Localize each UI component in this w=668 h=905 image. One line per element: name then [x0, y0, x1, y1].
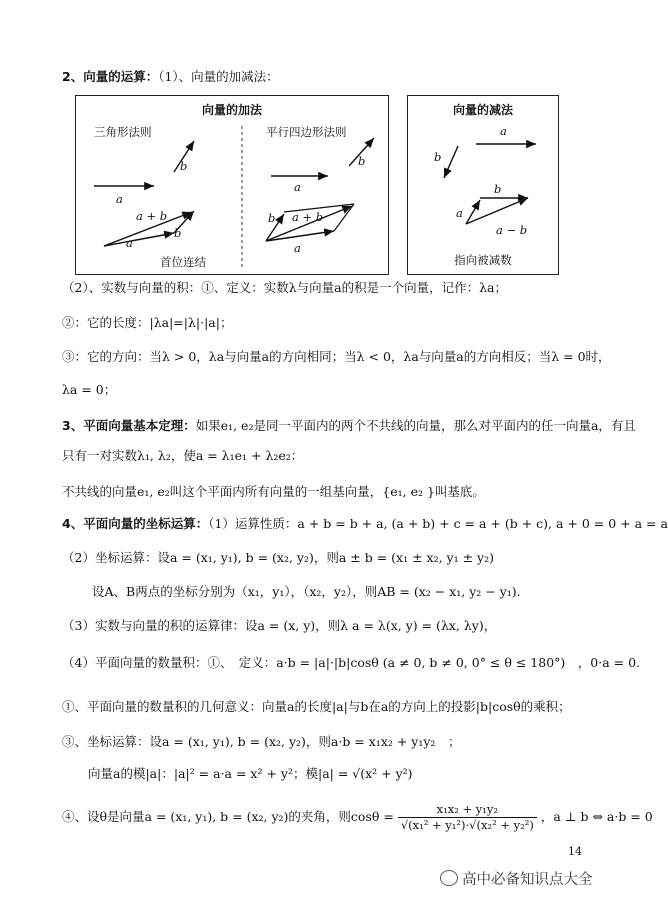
addition-title: 向量的加法	[201, 103, 262, 117]
section3-title: 3、平面向量基本定理：	[62, 418, 196, 433]
dot-product-geometry: ①、平面向量的数量积的几何意义：向量a的长度|a|与b在a的方向上的投影|b|cosθ的乘积；	[62, 699, 571, 714]
coord-ops-line1	[62, 515, 668, 533]
label-b-2: b	[174, 226, 182, 240]
addition-caption: 首位连结	[160, 255, 206, 269]
vector-modulus: 向量a的模|a|：|a|² = a·a = x² + y²；模|a| = √(x² + y²)	[88, 766, 413, 781]
angle-formula	[62, 800, 653, 834]
basis-theorem-line3: 不共线的向量e₁, e₂叫这个平面内所有向量的一组基向量，{e₁, e₂ }叫基底。	[62, 484, 485, 499]
section2-title: 2、向量的运算：	[62, 69, 159, 84]
page-number: 14	[568, 845, 582, 858]
scalar-mult-length: ②：它的长度：|λa|=|λ|·|a|；	[62, 315, 233, 330]
coord-ops-scalar: （3）实数与向量的积的运算律：设a = (x, y)，则λ a = λ(x, y) = (λx, λy)，	[62, 618, 497, 633]
vector-addition-box	[75, 95, 389, 275]
label-b-3: b	[358, 154, 366, 168]
sub-label-diff: a − b	[496, 223, 528, 237]
vector-subtraction-diagram	[408, 96, 558, 274]
subtraction-title: 向量的减法	[452, 103, 513, 117]
coord-ops-coordinate: （2）坐标运算：设a = (x₁, y₁), b = (x₂, y₂)，则a ± b = (x₁ ± x₂, y₁ ± y₂)	[62, 550, 494, 565]
sub-label-b-1: b	[434, 150, 442, 164]
footer-text: 高中必备知识点大全	[462, 872, 593, 888]
angle-formula-pre: ④、设θ是向量a = (x₁, y₁), b = (x₂, y₂)的夹角，则cosθ =	[62, 809, 394, 824]
scalar-mult-zero: λa = 0；	[62, 382, 117, 397]
parallelogram-rule-label: 平行四边形法则	[266, 125, 347, 139]
sub-label-a-2: a	[456, 206, 463, 220]
vector-subtraction-box	[407, 95, 559, 275]
scalar-mult-direction: ③：它的方向：当λ > 0，λa与向量a的方向相同；当λ < 0，λa与向量a的方向相反；当λ = 0时，	[62, 349, 611, 364]
sub-label-a-1: a	[500, 124, 507, 138]
section4-title: 4、平面向量的坐标运算：	[62, 516, 209, 531]
coord-ops-properties: （1）运算性质：a + b = b + a, (a + b) + c = a + (b + c), a + 0 = 0 + a = a	[208, 516, 668, 531]
basis-theorem-line2: 只有一对实数λ₁, λ₂，使a = λ₁e₁ + λ₂e₂：	[62, 448, 304, 463]
cos-numerator: x₁x₂ + y₁y₂	[398, 802, 537, 818]
cos-denominator: √(x₁² + y₁²)·√(x₂² + y₂²)	[400, 818, 534, 832]
label-sum-2: a + b	[292, 210, 324, 224]
label-a-2: a	[126, 236, 133, 250]
sub-side-a	[466, 198, 528, 224]
sub-vector-b	[444, 146, 458, 178]
triangle-rule-label: 三角形法则	[94, 125, 152, 139]
scalar-mult-definition: （2）、实数与向量的积：①、定义：实数λ与向量a的积是一个向量，记作：λa；	[62, 280, 507, 295]
coord-ops-ab: 设A、B两点的坐标分别为（x₁，y₁），（x₂，y₂），则AB = (x₂ − x₁, y₂ − y₁).	[92, 584, 521, 599]
basis-theorem-line1	[62, 417, 636, 435]
triangle-bottom-a	[104, 233, 174, 246]
vector-addition-diagram	[76, 96, 388, 274]
angle-formula-post: ，a ⊥ b ⇔ a·b = 0	[540, 809, 653, 824]
parallelogram-side-right	[334, 204, 354, 231]
label-b-4: b	[268, 211, 276, 225]
label-a-1: a	[116, 192, 123, 206]
cos-fraction	[398, 802, 537, 833]
section2-subtitle: （1）、向量的加减法：	[158, 69, 279, 84]
label-b-1: b	[180, 159, 188, 173]
section2-heading	[62, 68, 279, 86]
footer-watermark	[440, 868, 593, 889]
label-sum-1: a + b	[136, 209, 168, 223]
label-a-3: a	[294, 180, 301, 194]
dot-product-definition: （4）平面向量的数量积：①、 定义：a·b = |a|·|b|cosθ (a ≠ 0, b ≠ 0, 0° ≤ θ ≤ 180°) ，0·a = 0.	[62, 655, 641, 670]
parallelogram-side-a	[266, 231, 334, 241]
sub-label-b-2: b	[494, 182, 502, 196]
dot-product-coordinates: ③、坐标运算：设a = (x₁, y₁), b = (x₂, y₂)，则a·b = x₁x₂ + y₁y₂ ；	[62, 734, 461, 749]
label-a-4: a	[294, 241, 301, 255]
subtraction-caption: 指向被减数	[454, 253, 512, 267]
wechat-icon	[440, 870, 458, 886]
basis-theorem-text1: 如果e₁, e₂是同一平面内的两个不共线的向量，那么对平面内的任一向量a，有且	[195, 418, 636, 433]
